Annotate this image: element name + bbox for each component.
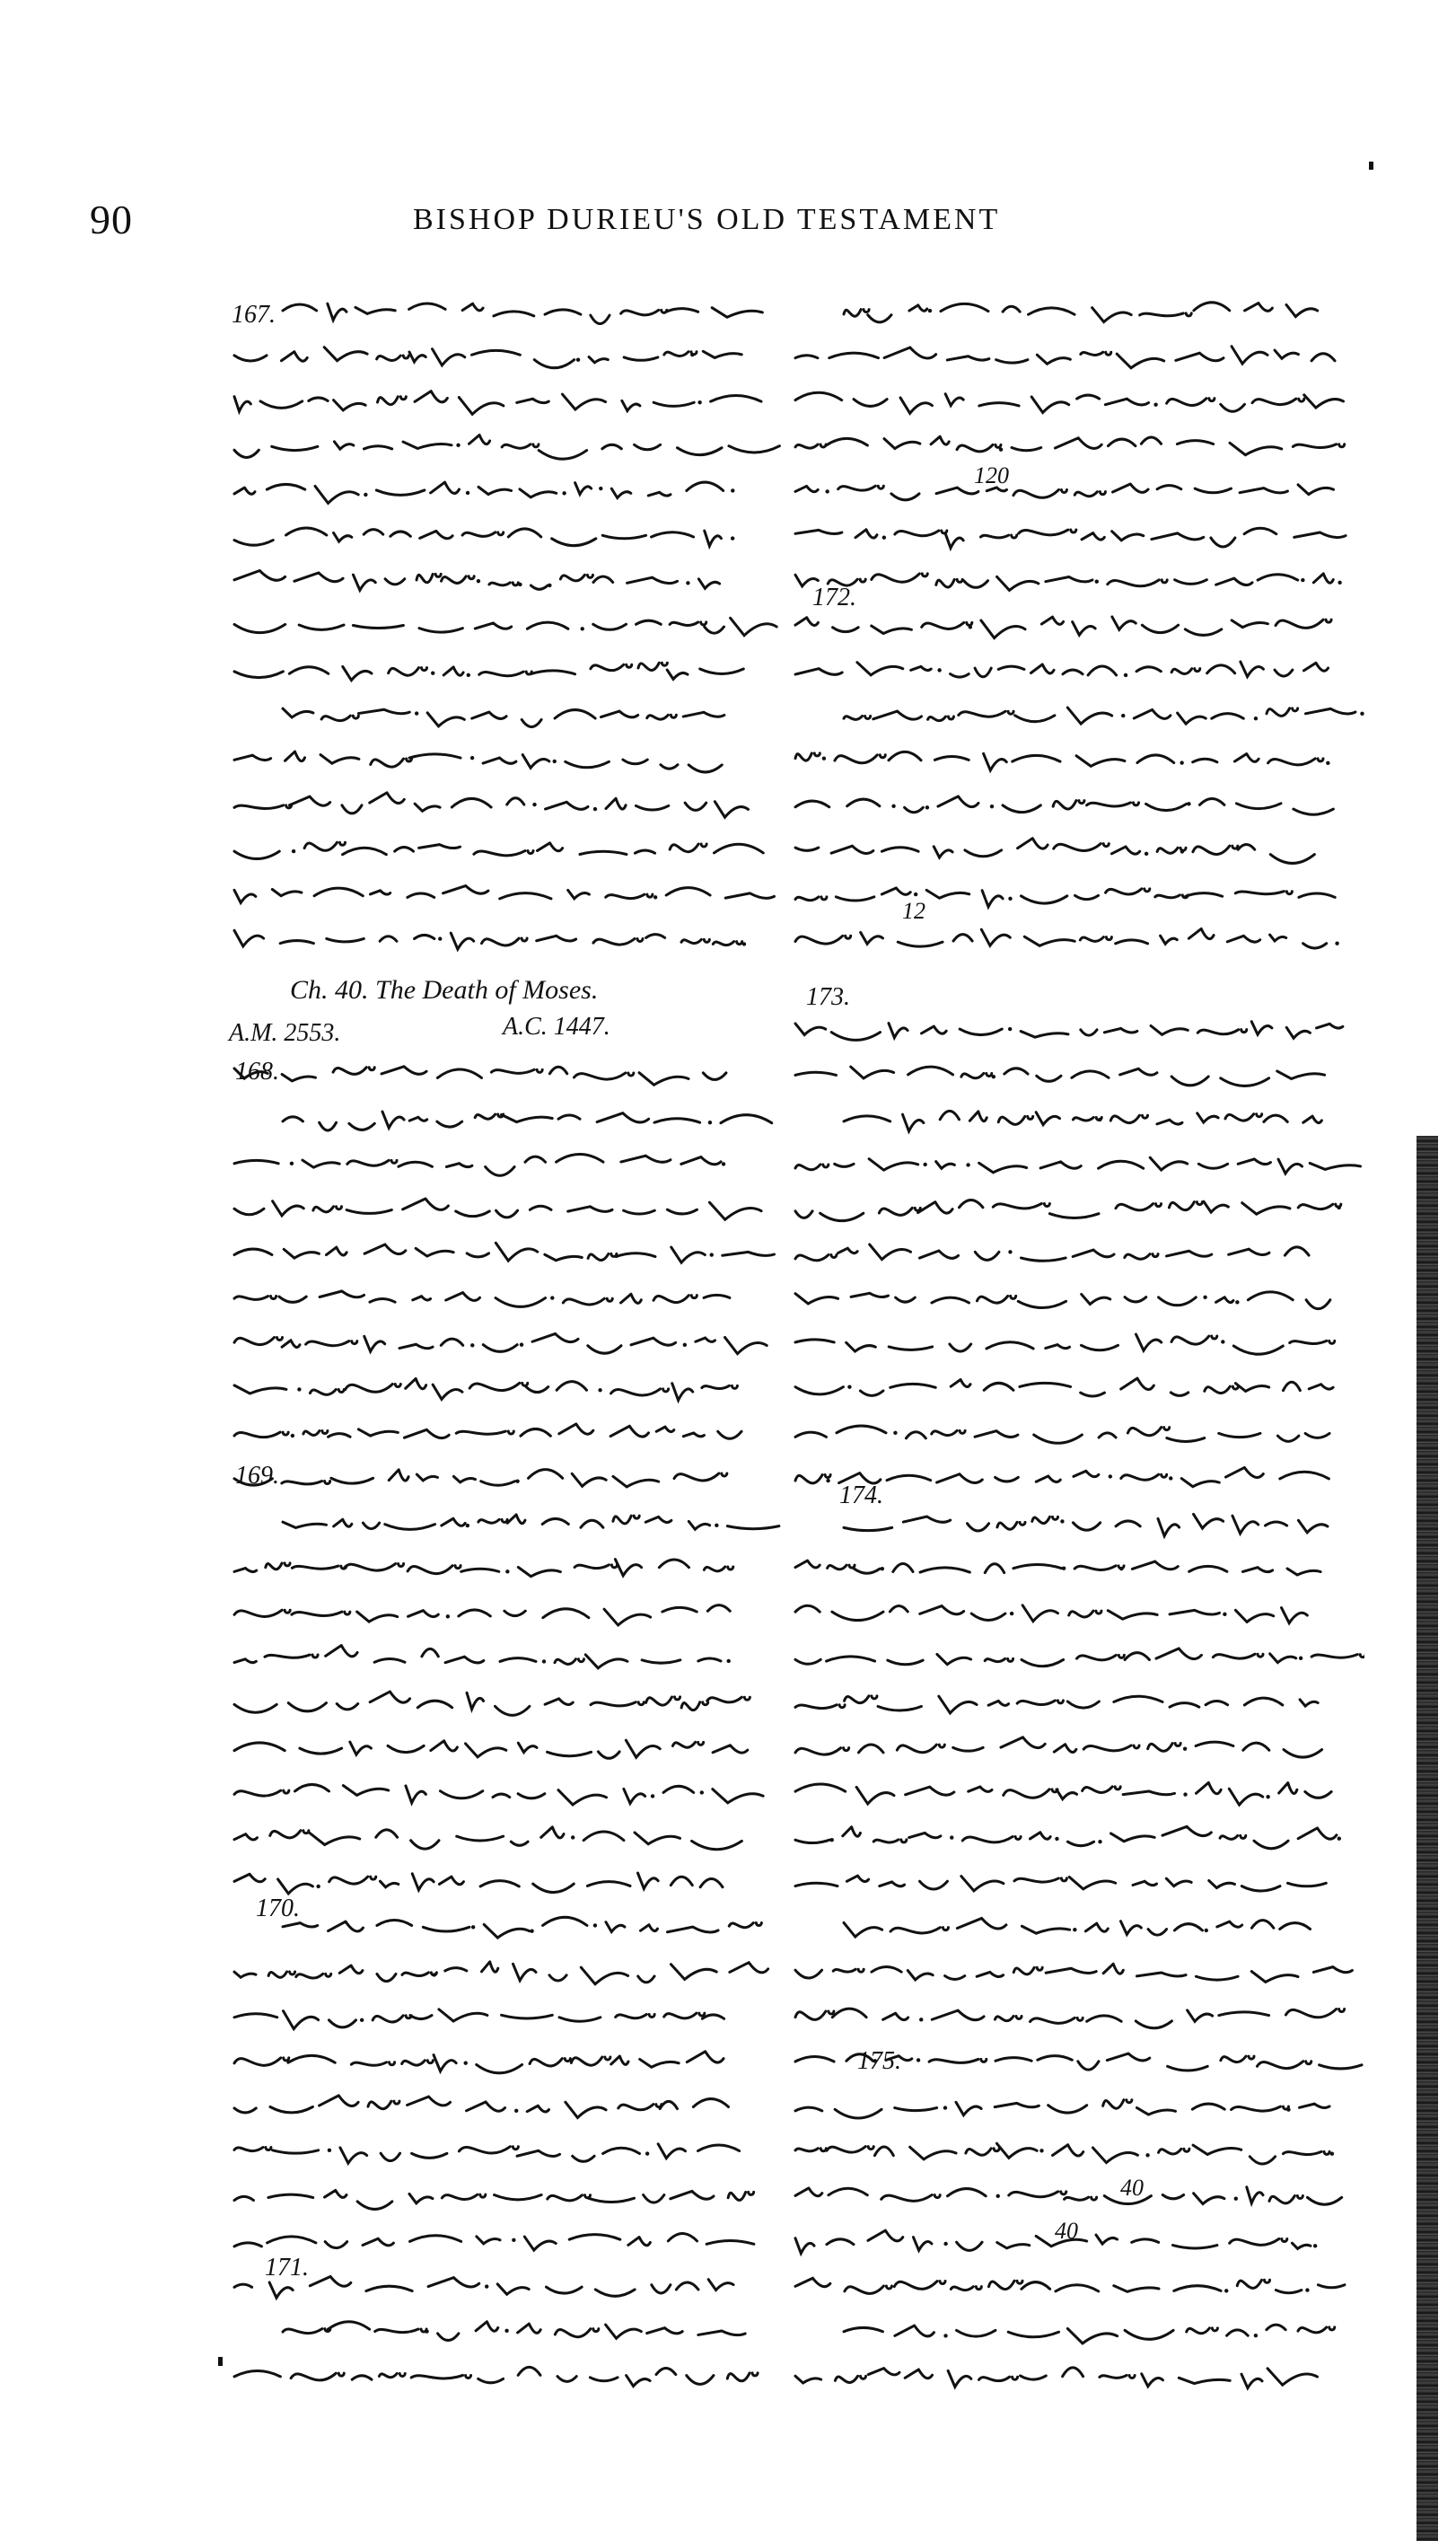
shorthand-line (795, 2368, 1317, 2388)
shorthand-line (234, 2276, 733, 2298)
shorthand-line (234, 842, 763, 858)
shorthand-line (795, 1200, 1341, 1221)
verse-number: 172. (812, 584, 856, 611)
verse-number: 173. (806, 983, 850, 1011)
shorthand-line (795, 2009, 1345, 2028)
verse-number: 175. (857, 2047, 901, 2075)
anno-mundi-date: A.M. 2553. (229, 1019, 341, 1047)
shorthand-line (795, 1605, 1307, 1623)
shorthand-line (234, 618, 776, 635)
verse-number: 167. (232, 301, 276, 329)
shorthand-line (795, 484, 1334, 500)
shorthand-text-left (229, 296, 785, 2487)
shorthand-line (234, 347, 741, 368)
shorthand-line (283, 303, 762, 324)
inline-number: 120 (974, 462, 1009, 488)
verse-number: 170. (256, 1895, 300, 1922)
shorthand-line (234, 1199, 761, 1219)
shorthand-line (234, 1784, 763, 1804)
shorthand-line (795, 347, 1335, 368)
shorthand-line (844, 1111, 1321, 1131)
shorthand-line (795, 928, 1339, 948)
shorthand-line (234, 1827, 741, 1850)
shorthand-line (795, 1292, 1330, 1309)
shorthand-line (795, 1561, 1320, 1575)
verse-number: 171. (265, 2254, 309, 2282)
shorthand-line (795, 436, 1345, 455)
chapter-heading: Ch. 40. The Death of Moses. (290, 975, 599, 1005)
shorthand-line (795, 1876, 1326, 1891)
shorthand-line (844, 2325, 1335, 2343)
shorthand-line (795, 1964, 1352, 1982)
shorthand-line (234, 1646, 731, 1668)
shorthand-line (795, 662, 1329, 677)
running-title: BISHOP DURIEU'S OLD TESTAMENT (413, 203, 1001, 236)
shorthand-line (234, 2234, 754, 2251)
inline-number: 12 (902, 898, 925, 924)
shorthand-line (234, 1873, 723, 1894)
margin-mark (1369, 162, 1373, 170)
shorthand-line (795, 1426, 1329, 1443)
verse-number: 168. (235, 1058, 279, 1086)
shorthand-line (234, 1605, 730, 1625)
shorthand-line (234, 528, 734, 546)
shorthand-line (283, 2322, 745, 2341)
shorthand-line (234, 793, 748, 817)
shorthand-line (795, 1696, 1318, 1713)
shorthand-line (234, 886, 774, 903)
shorthand-line (234, 482, 734, 503)
shorthand-line (234, 1243, 775, 1262)
shorthand-line (234, 2367, 758, 2386)
shorthand-line (795, 392, 1344, 413)
shorthand-line (795, 1378, 1333, 1396)
shorthand-line (234, 663, 743, 680)
inline-number: 40 (1055, 2218, 1078, 2244)
page-number: 90 (90, 197, 133, 242)
shorthand-line (234, 2052, 724, 2073)
shorthand-line (795, 2278, 1345, 2293)
shorthand-line (795, 1737, 1322, 1757)
shorthand-line (234, 391, 761, 415)
margin-mark (218, 2357, 223, 2366)
shorthand-line (844, 708, 1364, 724)
shorthand-line (234, 1067, 726, 1085)
shorthand-line (234, 1155, 725, 1176)
inline-number: 40 (1120, 2175, 1144, 2201)
shorthand-line (234, 1962, 768, 1984)
shorthand-line (234, 2144, 740, 2163)
shorthand-line (234, 1470, 727, 1487)
shorthand-line (795, 1067, 1325, 1086)
shorthand-line (234, 1692, 750, 1715)
shorthand-line (795, 1649, 1364, 1666)
ante-christum-date: A.C. 1447. (503, 1013, 610, 1041)
shorthand-line (795, 2143, 1334, 2164)
shorthand-line (234, 571, 720, 591)
shorthand-line (234, 1291, 730, 1306)
verse-number: 169. (235, 1462, 279, 1490)
page-header (90, 196, 1364, 250)
shorthand-line (234, 1560, 733, 1577)
shorthand-line (234, 1333, 767, 1353)
shorthand-line (795, 2187, 1342, 2204)
left-column-shorthand (229, 296, 803, 2487)
shorthand-line (795, 1334, 1335, 1354)
shorthand-line (795, 1782, 1331, 1805)
shorthand-line (795, 752, 1330, 770)
shorthand-line (234, 1424, 741, 1438)
shorthand-line (234, 435, 779, 460)
shorthand-line (795, 888, 1335, 907)
shorthand-line (234, 2190, 754, 2209)
shorthand-line (283, 708, 724, 726)
shorthand-line (795, 528, 1346, 548)
shorthand-line (283, 1515, 779, 1529)
shorthand-line (234, 2096, 729, 2118)
shorthand-line (795, 574, 1342, 591)
shorthand-line (844, 1514, 1328, 1535)
shorthand-line (234, 752, 722, 772)
shorthand-line (234, 1740, 748, 1758)
shorthand-text-right (790, 296, 1364, 2487)
right-column-shorthand (790, 296, 1364, 2487)
shorthand-line (234, 1378, 737, 1400)
shorthand-line (795, 2100, 1329, 2118)
verse-number: 174. (839, 1482, 883, 1509)
shorthand-line (795, 839, 1314, 864)
shorthand-line (234, 930, 746, 949)
shorthand-line (283, 1112, 772, 1130)
scan-edge-shadow (1417, 1136, 1438, 2541)
shorthand-line (844, 303, 1318, 322)
shorthand-line (795, 1157, 1361, 1174)
shorthand-line (234, 2009, 724, 2029)
shorthand-line (795, 1826, 1341, 1848)
shorthand-line (795, 1022, 1343, 1041)
shorthand-line (795, 617, 1331, 638)
shorthand-line (283, 1917, 761, 1938)
shorthand-line (795, 796, 1333, 814)
shorthand-line (844, 1918, 1311, 1937)
shorthand-line (795, 1244, 1309, 1261)
